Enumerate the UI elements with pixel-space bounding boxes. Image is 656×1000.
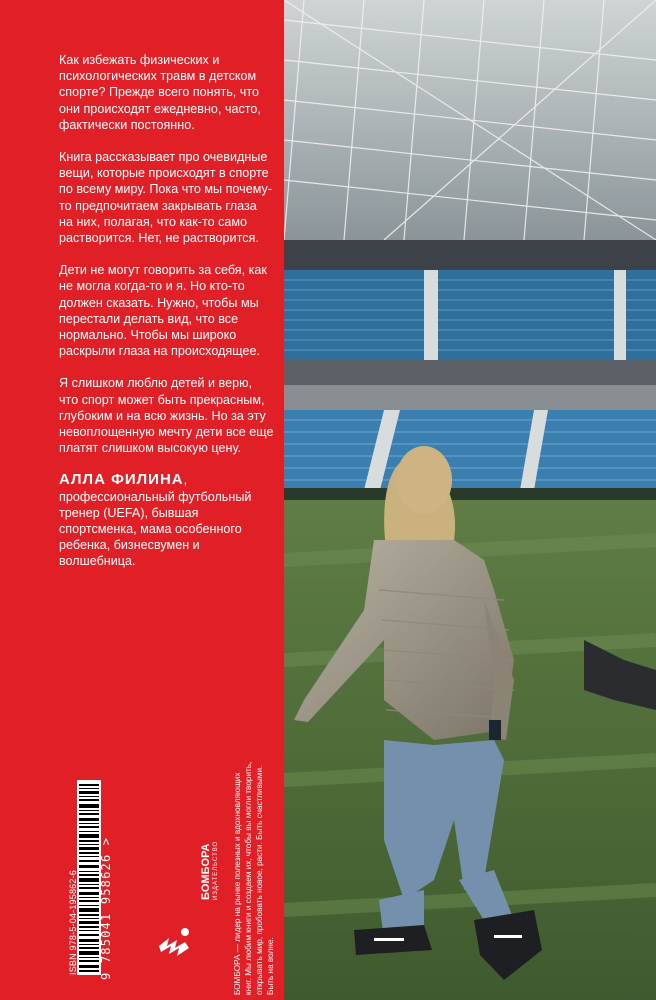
paragraph-2: Книга рассказывает про очевидные вещи, которые происходят в спорте по всему миру. Пока что мы почему-то предпочитаем закрывать глаза на них, полагая, что как-то само растворится. Нет, не растворится. — [59, 150, 273, 246]
author-comma: , — [183, 473, 188, 488]
paragraph-1: Как избежать физических и психологических травм в детском спорте? Прежде всего понять, что они происходят ежедневно, часто, фактически постоянно. — [59, 53, 261, 132]
stadium-illustration — [284, 0, 656, 1000]
cover-photo — [284, 0, 656, 1000]
back-cover-text — [59, 52, 274, 570]
author-description: профессиональный футбольный тренер (UEFA), бывшая спортсменка, мама особенного ребенка, бизнесвумен и волшебница. — [59, 489, 252, 569]
barcode-digits: 9 785041 958626 > — [99, 836, 113, 980]
author-block — [59, 472, 274, 569]
publisher-sub: ИЗДАТЕЛЬСТВО — [213, 840, 219, 900]
author-name: АЛЛА ФИЛИНА — [59, 471, 184, 489]
publisher-description: БОМБОРА — лидер на рынке полезных и вдохновляющих книг. Мы любим книги и создаем их, чтобы вы могли творить, открывать мир, пробовать новое, расти. Быть счастливыми. Быть на волне. — [233, 761, 275, 995]
isbn: ISBN 978-5-04-195862-6 — [68, 870, 78, 975]
paragraph-3: Дети не могут говорить за себя, как не могла когда-то и я. Но кто-то должен сказать. Нужно, чтобы мы перестали делать вид, что все нормально. Чтобы мы широко раскрыли глаза на происходящее. — [59, 263, 267, 359]
barcode — [77, 780, 101, 975]
publisher-logo-icon — [155, 920, 195, 960]
publisher-name: БОМБОРА — [200, 843, 212, 900]
paragraph-4: Я слишком люблю детей и верю, что спорт может быть прекрасным, глубоким и на всю жизнь. Но за эту невоплощенную мечту дети все еще платят слишком высокую цену. — [59, 376, 274, 456]
